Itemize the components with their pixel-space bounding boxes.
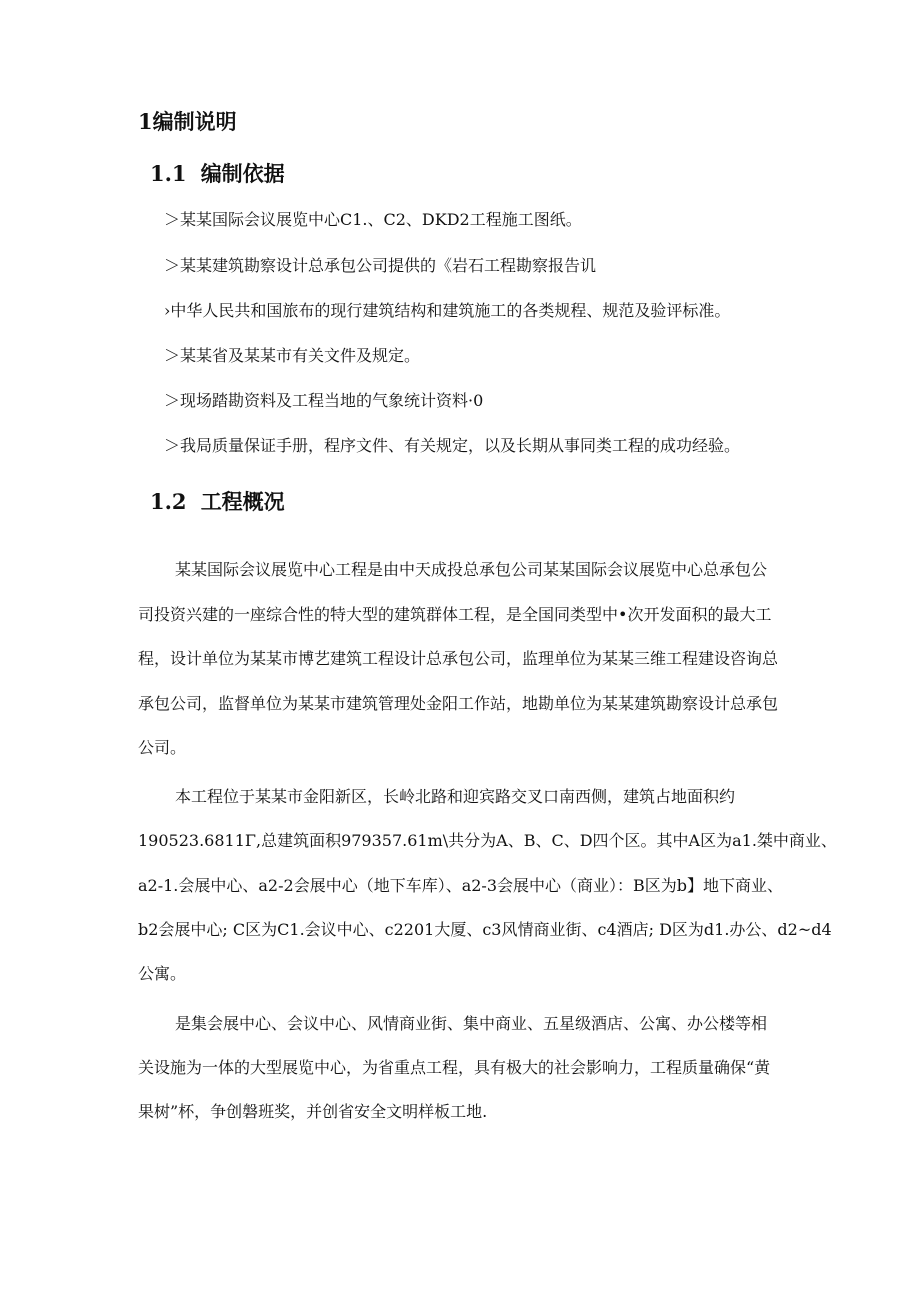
paragraph-line: 公司。 [138, 738, 187, 757]
paragraph-line: 某某国际会议展览中心工程是由中天成投总承包公司某某国际会议展览中心总承包公 [175, 560, 768, 579]
paragraph-line: 关设施为一体的大型展览中心，为省重点工程，具有极大的社会影响力，工程质量确保“黄 [138, 1058, 771, 1077]
subsection-number: 1.1 [150, 161, 187, 186]
bullet-item: ＞我局质量保证手册，程序文件、有关规定，以及长期从事同类工程的成功经验。 [164, 436, 741, 455]
subsection-title: 工程概况 [200, 489, 285, 514]
paragraph-line: 果树”杯，争创磐班奖，并创省安全文明样板工地. [138, 1102, 488, 1121]
subsection-title: 编制依据 [200, 161, 285, 186]
bullet-item: ＞某某国际会议展览中心C1.、C2、DKD2工程施工图纸。 [164, 210, 582, 229]
paragraph-line: 本工程位于某某市金阳新区，长岭北路和迎宾路交叉口南西侧，建筑占地面积约 [175, 787, 736, 806]
paragraph-line: 程，设计单位为某某市博艺建筑工程设计总承包公司，监理单位为某某三维工程建设咨询总 [138, 649, 779, 668]
subsection-heading-2 [150, 486, 285, 516]
paragraph-line: a2-1.会展中心、a2-2会展中心（地下车库）、a2-3会展中心（商业）：B区为b】地下商业、 [138, 876, 784, 895]
paragraph-line: b2会展中心; C区为C1.会议中心、c2201大厦、c3风情商业街、c4酒店; D区为d1.办公、d2~d4 [138, 920, 832, 939]
bullet-item: ＞某某建筑勘察设计总承包公司提供的《岩石工程勘察报告讥 [164, 256, 597, 275]
bullet-item: ＞某某省及某某市有关文件及规定。 [164, 346, 421, 365]
paragraph-line: 司投资兴建的一座综合性的特大型的建筑群体工程，是全国同类型中•次开发面积的最大工 [138, 605, 772, 624]
bullet-item: ＞现场踏勘资料及工程当地的气象统计资料·0 [164, 391, 484, 410]
subsection-heading-1 [150, 158, 285, 188]
bullet-item: ›中华人民共和国旅布的现行建筑结构和建筑施工的各类规程、规范及验评标准。 [164, 301, 731, 320]
paragraph-line: 是集会展中心、会议中心、风情商业街、集中商业、五星级酒店、公寓、办公楼等相 [175, 1014, 768, 1033]
paragraph-line: 190523.6811Γ,总建筑面积979357.61m\共分为A、B、C、D四个区。其中A区为a1.桀中商业、 [138, 831, 837, 850]
section-title: 1编制说明 [138, 109, 237, 134]
subsection-number: 1.2 [150, 489, 187, 514]
paragraph-line: 公寓。 [138, 964, 187, 983]
paragraph-line: 承包公司，监督单位为某某市建筑管理处金阳工作站，地勘单位为某某建筑勘察设计总承包 [138, 694, 779, 713]
